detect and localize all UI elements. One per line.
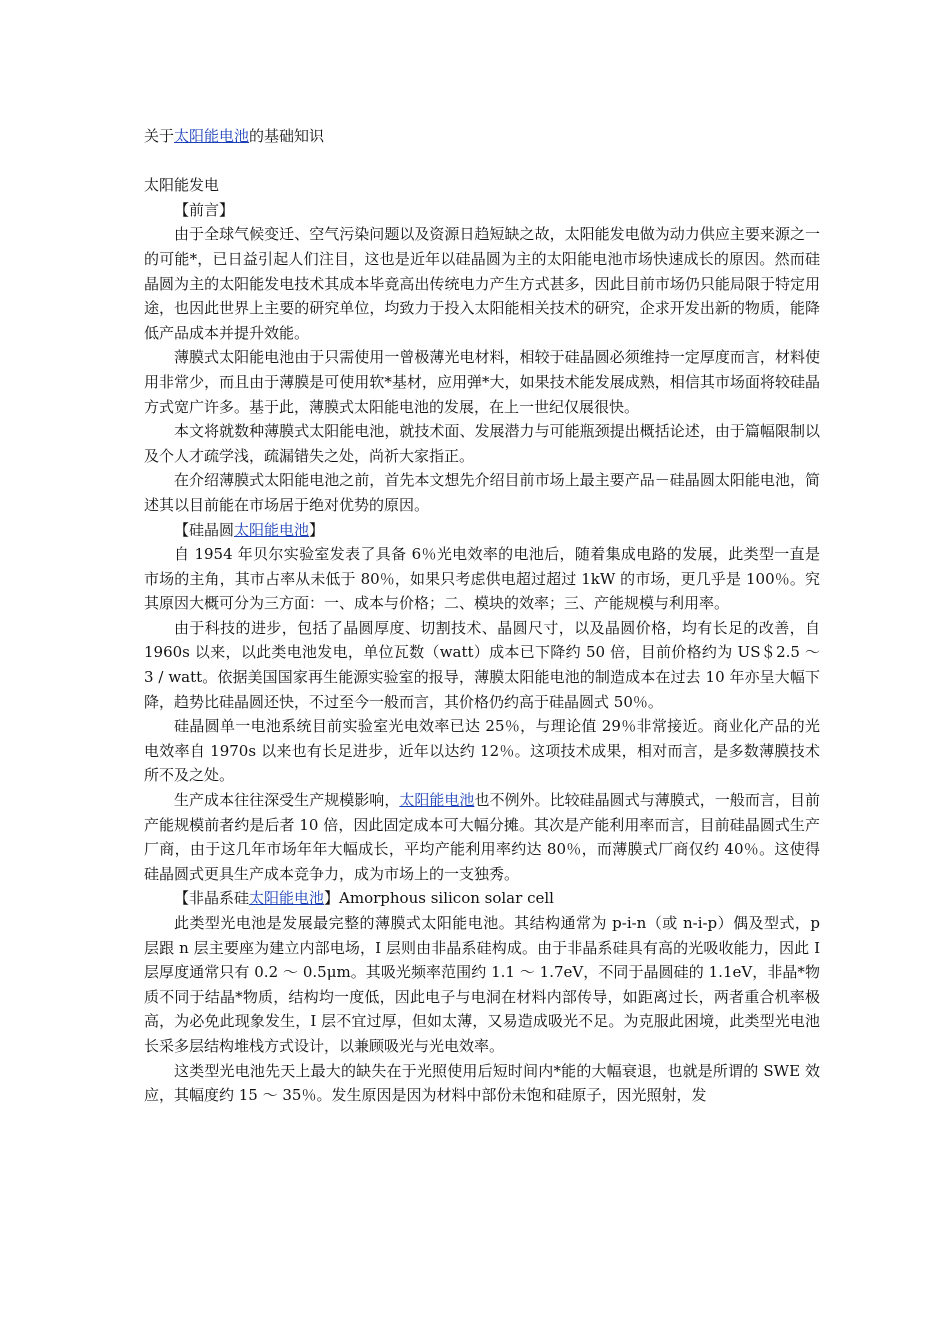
document-title xyxy=(144,124,820,149)
link-solar-cell[interactable]: 太阳能电池 xyxy=(249,889,325,908)
link-solar-cell[interactable]: 太阳能电池 xyxy=(234,520,310,539)
paragraph: 在介绍薄膜式太阳能电池之前，首先本文想先介绍目前市场上最主要产品－硅晶圆太阳能电池，简述其以目前能在市场居于绝对优势的原因。 xyxy=(144,471,820,514)
link-solar-cell[interactable]: 太阳能电池 xyxy=(174,127,250,145)
paragraph: 这类型光电池先天上最大的缺失在于光照使用后短时间内*能的大幅衰退，也就是所谓的 SWE 效应，其幅度约 15 ～ 35％。发生原因是因为材料中部份未饱和硅原子，因光照射，发 xyxy=(144,1061,820,1105)
heading-suffix: 】Amorphous silicon solar cell xyxy=(324,889,554,908)
heading-suffix: 】 xyxy=(309,520,325,539)
paragraph: 由于全球气候变迁、空气污染问题以及资源日趋短缺之故，太阳能发电做为动力供应主要来源之一的可能*，已日益引起人们注目，这也是近年以硅晶圆为主的太阳能电池市场快速成长的原因。然而硅晶圆为主的太阳能发电技术其成本毕竟高出传统电力产生方式甚多，因此目前市场仍只能局限于特定用途，也因此世界上主要的研究单位，均致力于投入太阳能相关技术的研究，企求开发出新的物质，能降低产品成本并提升效能。 xyxy=(144,225,820,342)
paragraph-text: 生产成本往往深受生产规模影响， xyxy=(174,791,400,810)
heading-amorphous-silicon xyxy=(144,886,820,911)
paragraph: 由于科技的进步，包括了晶圆厚度、切割技术、晶圆尺寸，以及晶圆价格，均有长足的改善，自 1960s 以来，以此类电池发电，单位瓦数（watt）成本已下降约 50 倍，目前价格约为 US＄2.5 ～ 3 / watt。依据美国国家再生能源实验室的报导，薄膜太阳能电池的制造成本在过去 10 年亦呈大幅下降，趋势比硅晶圆还快，不过至今一般而言，其价格仍约高于硅晶圆式 50％。 xyxy=(144,618,820,711)
paragraph: 自 1954 年贝尔实验室发表了具备 6％光电效率的电池后，随着集成电路的发展，此类型一直是市场的主角，其市占率从未低于 80％，如果只考虑供电超过超过 1kW 的市场，更几乎是 100％。究其原因大概可分为三方面：一、成本与价格；二、模块的效率；三、产能规模与利用率。 xyxy=(144,545,820,613)
paragraph: 此类型光电池是发展最完整的薄膜式太阳能电池。其结构通常为 p-i-n（或 n-i-p）偶及型式，p 层跟 n 层主要座为建立内部电场，I 层则由非晶系硅构成。由于非晶系硅具有高的光吸收能力，因此 I 层厚度通常只有 0.2 ～ 0.5μm。其吸光频率范围约 1.1 ～ 1.7eV，不同于晶圆硅的 1.1eV，非晶*物质不同于结晶*物质，结构均一度低，因此电子与电洞在材料内部传导，如距离过长，两者重合机率极高，为必免此现象发生，I 层不宜过厚，但如太薄，又易造成吸光不足。为克服此困境，此类型光电池长采多层结构堆栈方式设计，以兼顾吸光与光电效率。 xyxy=(144,914,820,1055)
document-body xyxy=(144,124,820,1108)
title-prefix: 关于 xyxy=(144,127,175,145)
title-suffix: 的基础知识 xyxy=(249,127,325,145)
heading-prefix: 【硅晶圆 xyxy=(174,520,235,539)
heading-silicon-wafer xyxy=(144,518,820,543)
link-solar-cell[interactable]: 太阳能电池 xyxy=(399,791,475,810)
paragraph-text: 也不例外。比较硅晶圆式与薄膜式，一般而言，目前产能规模前者约是后者 10 倍，因此固定成本可大幅分摊。其次是产能利用率而言，目前硅晶圆式生产厂商，由于这几年市场年年大幅成长，平均产能利用率约达 80％，而薄膜式厂商仅约 40％。这使得硅晶圆式更具生产成本竞争力，成为市场上的一支独秀。 xyxy=(144,791,820,883)
paragraph xyxy=(144,788,820,886)
paragraph: 薄膜式太阳能电池由于只需使用一曾极薄光电材料，相较于硅晶圆必须维持一定厚度而言，材料使用非常少，而且由于薄膜是可使用软*基材，应用弹*大，如果技术能发展成熟，相信其市场面将较硅晶方式宽广许多。基于此，薄膜式太阳能电池的发展，在上一世纪仅展很快。 xyxy=(144,348,820,416)
heading-prefix: 【非晶系硅 xyxy=(174,889,250,908)
section-heading: 太阳能发电 xyxy=(144,176,220,195)
heading-foreword: 【前言】 xyxy=(174,200,235,219)
paragraph: 硅晶圆单一电池系统目前实验室光电效率已达 25％，与理论值 29％非常接近。商业化产品的光电效率自 1970s 以来也有长足进步，近年以达约 12％。这项技术成果，相对而言，是多数薄膜技术所不及之处。 xyxy=(144,717,820,785)
paragraph: 本文将就数种薄膜式太阳能电池，就技术面、发展潜力与可能瓶颈提出概括论述，由于篇幅限制以及个人才疏学浅，疏漏错失之处，尚祈大家指正。 xyxy=(144,422,820,465)
